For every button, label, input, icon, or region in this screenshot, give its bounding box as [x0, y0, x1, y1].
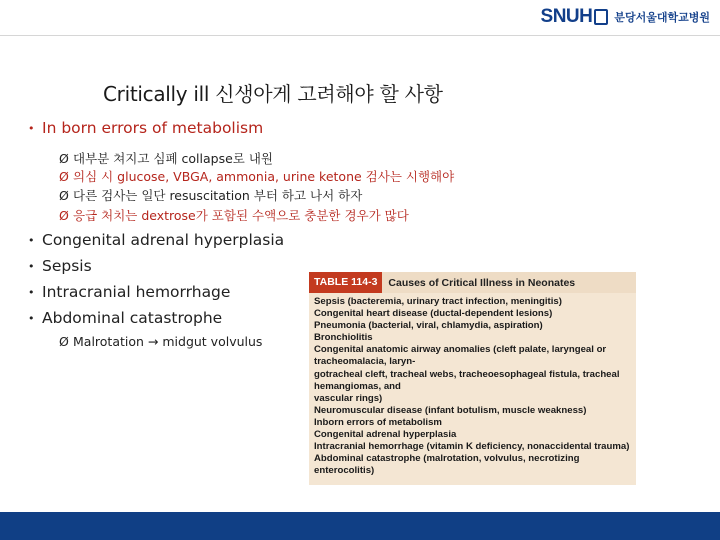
bullet-dot-icon: • — [28, 312, 35, 325]
slide-title: Critically ill 신생아게 고려해야 할 사항 — [103, 82, 443, 106]
table-header — [309, 272, 636, 293]
sub-item — [59, 186, 362, 204]
bullet-dot-icon: • — [28, 234, 35, 247]
arrow-bullet-icon: Ø — [59, 334, 69, 349]
bullet-label: Intracranial hemorrhage — [42, 283, 231, 301]
bullet-label: Congenital adrenal hyperplasia — [42, 231, 285, 249]
bullet-dot-icon: • — [28, 286, 35, 299]
logo-korean-text: 분당서울대학교병원 — [614, 11, 710, 24]
table-title: Causes of Critical Illness in Neonates — [388, 276, 576, 289]
hospital-logo — [541, 6, 710, 28]
arrow-bullet-icon: Ø — [59, 151, 69, 166]
table-row: Inborn errors of metabolism — [314, 416, 442, 428]
table-body — [309, 293, 636, 477]
table-row: Bronchiolitis — [314, 332, 373, 344]
table-row: Pneumonia (bacterial, viral, chlamydia, aspiration) — [314, 320, 543, 332]
footer-bar — [0, 512, 720, 540]
sub-item-text: 의심 시 glucose, VBGA, ammonia, urine ketone 검사는 시행해야 — [73, 169, 455, 184]
sub-item-text: Malrotation → midgut volvulus — [73, 334, 263, 349]
sub-item — [59, 206, 409, 224]
sub-item-text: 다른 검사는 일단 resuscitation 부터 하고 나서 하자 — [73, 188, 363, 203]
bullet-dot-icon: • — [28, 260, 35, 273]
arrow-bullet-icon: Ø — [59, 169, 69, 184]
table-row: gotracheal cleft, tracheal webs, tracheoesophageal fistula, tracheal hemangiomas, and — [314, 368, 620, 392]
table-row: Congenital heart disease (ductal-dependent lesions) — [314, 308, 553, 320]
sub-item-text: 응급 처치는 dextrose가 포함된 수액으로 충분한 경우가 많다 — [73, 208, 409, 223]
bullet-dot-icon: • — [28, 122, 35, 135]
sub-item-text: 대부분 쳐지고 심폐 collapse로 내원 — [73, 151, 273, 166]
logo-snuh-text: SNUH — [540, 6, 593, 27]
causes-table — [309, 272, 636, 485]
bullet-metabolism — [28, 119, 263, 137]
bullet-abdominal — [28, 309, 222, 327]
table-row: Congenital adrenal hyperplasia — [314, 429, 457, 441]
header-divider — [0, 35, 720, 36]
bullet-hemorrhage — [28, 283, 230, 301]
bullet-label: Abdominal catastrophe — [42, 309, 223, 327]
sub-item — [59, 167, 454, 185]
table-row: Abdominal catastrophe (malrotation, volvulus, necrotizing enterocolitis) — [314, 453, 580, 477]
sub-item-malrotation — [59, 334, 262, 349]
table-number: TABLE 114-3 — [309, 272, 382, 293]
bullet-adrenal — [28, 231, 284, 249]
arrow-bullet-icon: Ø — [59, 188, 69, 203]
table-row: Neuromuscular disease (infant botulism, muscle weakness) — [314, 404, 587, 416]
table-row: vascular rings) — [314, 392, 383, 404]
logo-mark-icon — [594, 9, 608, 25]
arrow-bullet-icon: Ø — [59, 208, 69, 223]
table-row: Sepsis (bacteremia, urinary tract infection, meningitis) — [314, 296, 562, 307]
bullet-label: Sepsis — [42, 257, 92, 275]
sub-item — [59, 149, 273, 167]
bullet-label: In born errors of metabolism — [42, 119, 264, 137]
bullet-sepsis — [28, 257, 92, 275]
table-row: Intracranial hemorrhage (vitamin K deficiency, nonaccidental trauma) — [314, 441, 630, 453]
table-row: Congenital anatomic airway anomalies (cleft palate, laryngeal or tracheomalacia, laryn- — [314, 344, 607, 368]
